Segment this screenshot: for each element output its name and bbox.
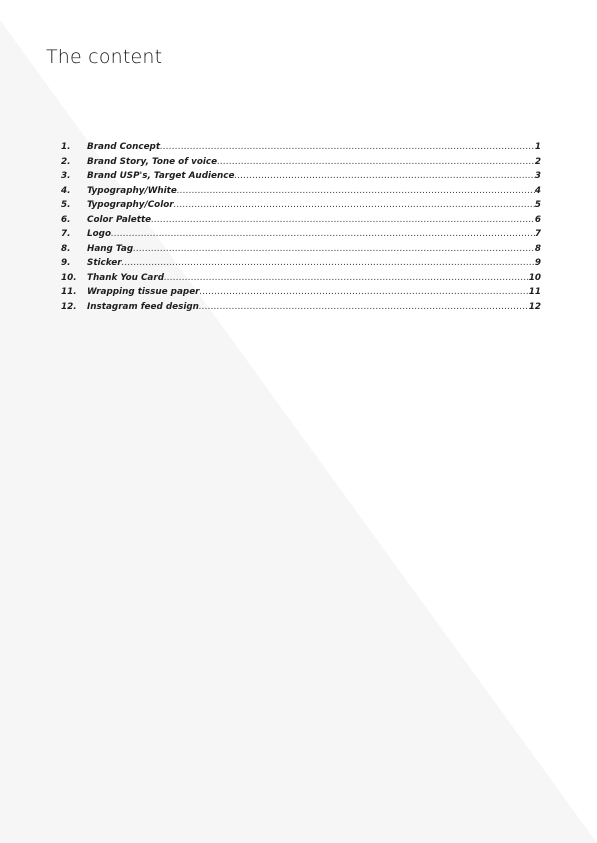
toc-page-number: 9 bbox=[534, 258, 541, 268]
toc-leader bbox=[164, 273, 529, 283]
toc-item[interactable] bbox=[61, 287, 541, 302]
toc-page-number: 8 bbox=[534, 243, 541, 254]
toc-leader bbox=[199, 302, 529, 312]
toc-item[interactable] bbox=[61, 200, 541, 215]
toc-number: 6. bbox=[61, 214, 71, 225]
toc-title: Wrapping tissue paper bbox=[87, 287, 200, 297]
toc-title: Color Palette bbox=[87, 214, 152, 225]
toc-title: Instagram feed design bbox=[87, 301, 199, 312]
toc-page-number: 6 bbox=[534, 214, 541, 225]
toc-item[interactable] bbox=[61, 302, 541, 317]
toc-number: 3. bbox=[61, 171, 71, 181]
toc-number: 5. bbox=[61, 200, 71, 210]
toc-leader bbox=[111, 229, 535, 239]
toc-leader bbox=[234, 171, 534, 181]
toc-leader bbox=[174, 200, 535, 210]
toc-leader bbox=[200, 287, 529, 297]
toc-page-number: 2 bbox=[534, 156, 541, 167]
toc-leader bbox=[122, 258, 535, 268]
toc-number: 11. bbox=[61, 287, 77, 297]
toc-item[interactable] bbox=[61, 273, 541, 288]
toc-title: Brand USP's, Target Audience bbox=[87, 171, 235, 181]
toc-leader bbox=[133, 244, 535, 254]
toc-title: Logo bbox=[87, 229, 111, 239]
toc-page-number: 1 bbox=[534, 142, 541, 152]
toc-leader bbox=[177, 186, 535, 196]
toc-page-number: 3 bbox=[534, 171, 541, 181]
toc-number: 8. bbox=[61, 243, 71, 254]
toc-item[interactable] bbox=[61, 229, 541, 244]
toc-number: 7. bbox=[61, 229, 71, 239]
toc-item[interactable] bbox=[61, 142, 541, 157]
toc-number: 10. bbox=[61, 272, 77, 283]
toc-number: 9. bbox=[61, 258, 71, 268]
toc-page-number: 4 bbox=[534, 185, 541, 196]
toc-title: Brand Concept bbox=[87, 142, 161, 152]
toc-number: 12. bbox=[61, 301, 77, 312]
toc-title: Typography/White bbox=[87, 185, 177, 196]
toc-number: 2. bbox=[61, 156, 71, 167]
toc-item[interactable] bbox=[61, 244, 541, 259]
toc-number: 1. bbox=[61, 142, 71, 152]
toc-page-number: 5 bbox=[534, 200, 541, 210]
toc-item[interactable] bbox=[61, 186, 541, 201]
toc-page-number: 12 bbox=[528, 301, 541, 312]
toc-item[interactable] bbox=[61, 215, 541, 230]
toc-title: Hang Tag bbox=[87, 243, 134, 254]
toc-page-number: 11 bbox=[528, 287, 541, 297]
toc-page-number: 7 bbox=[534, 229, 541, 239]
toc-title: Thank You Card bbox=[87, 272, 165, 283]
toc-page-number: 10 bbox=[528, 272, 541, 283]
toc-title: Sticker bbox=[87, 258, 122, 268]
toc-title: Brand Story, Tone of voice bbox=[87, 156, 218, 167]
toc-item[interactable] bbox=[61, 157, 541, 172]
table-of-contents bbox=[61, 142, 541, 316]
toc-item[interactable] bbox=[61, 171, 541, 186]
toc-leader bbox=[151, 215, 535, 225]
toc-item[interactable] bbox=[61, 258, 541, 273]
toc-leader bbox=[160, 142, 535, 152]
toc-number: 4. bbox=[61, 185, 71, 196]
toc-leader bbox=[217, 157, 535, 167]
page-title: The content bbox=[46, 46, 163, 68]
toc-title: Typography/Color bbox=[87, 200, 174, 210]
